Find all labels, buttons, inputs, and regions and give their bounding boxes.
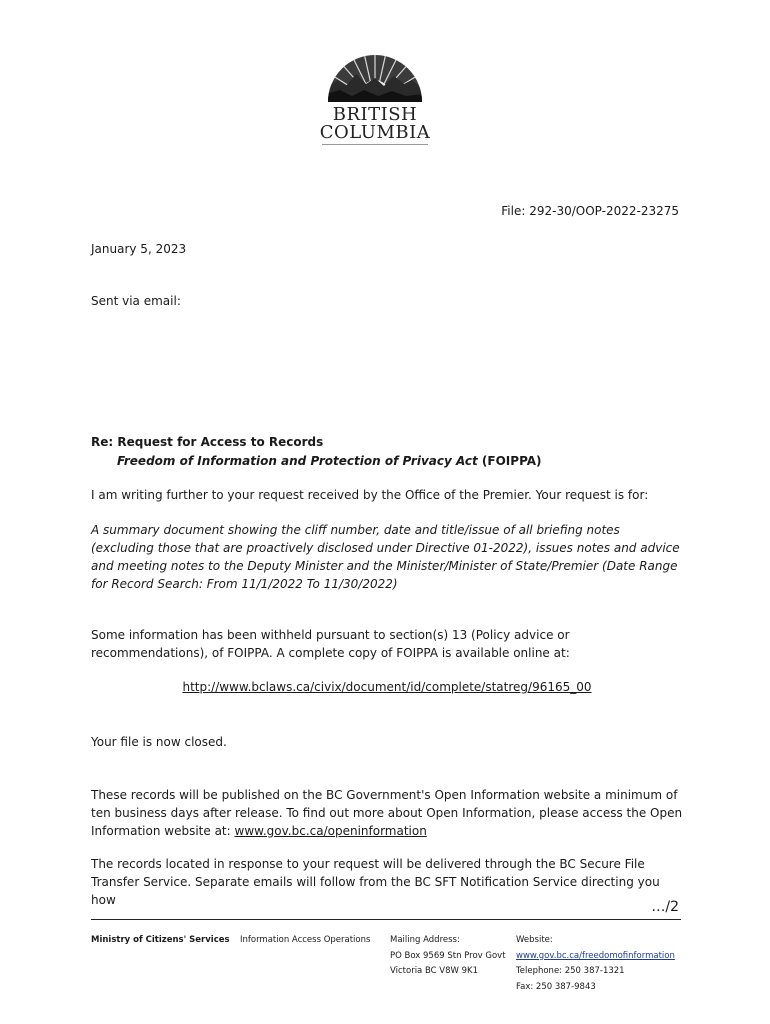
subject-block xyxy=(91,433,542,471)
footer-contact xyxy=(516,933,675,995)
website-label: Website: xyxy=(516,935,553,945)
open-information-text: These records will be published on the BC Government's Open Information website a minimum of ten business days after release. To find out more about Open Information, please access the Open Information website at: xyxy=(91,788,683,838)
sent-via-line: Sent via email: xyxy=(91,294,181,308)
footer-mailing-address xyxy=(390,933,506,980)
mailing-label: Mailing Address: xyxy=(390,935,460,945)
foippa-link[interactable]: http://www.bclaws.ca/civix/document/id/complete/statreg/96165_00 xyxy=(182,680,592,694)
delivery-paragraph: The records located in response to your request will be delivered through the BC Secure File Transfer Service. Separate emails will follow from the BC SFT Notification Service directing you how xyxy=(91,857,660,907)
foippa-link-line xyxy=(91,680,683,694)
file-closed-paragraph: Your file is now closed. xyxy=(91,735,227,749)
mailing-line-2: Victoria BC V8W 9K1 xyxy=(390,966,479,976)
open-information-paragraph xyxy=(91,786,683,840)
logo-underline xyxy=(322,144,428,145)
telephone: Telephone: 250 387-1321 xyxy=(516,966,625,976)
withheld-paragraph: Some information has been withheld pursuant to section(s) 13 (Policy advice or recommendations), of FOIPPA. A complete copy of FOIPPA is available online at: xyxy=(91,628,570,660)
bc-government-logo xyxy=(300,44,450,148)
logo-line-columbia: COLUMBIA xyxy=(319,122,431,143)
page-continuation-marker: …/2 xyxy=(651,899,679,915)
footer-branch: Information Access Operations xyxy=(240,935,371,945)
act-name: Freedom of Information and Protection of Privacy Act xyxy=(117,454,478,468)
act-line xyxy=(91,452,542,471)
intro-paragraph: I am writing further to your request received by the Office of the Premier. Your request is for: xyxy=(91,488,649,502)
letter-date: January 5, 2023 xyxy=(91,242,187,256)
logo-line-british: BRITISH xyxy=(332,104,418,125)
subject-line: Re: Request for Access to Records xyxy=(91,435,324,449)
act-abbreviation: (FOIPPA) xyxy=(477,454,542,468)
footer-divider xyxy=(91,919,681,920)
website-link[interactable]: www.gov.bc.ca/freedomofinformation xyxy=(516,950,675,961)
file-reference: File: 292-30/OOP-2022-23275 xyxy=(501,204,679,218)
request-description: A summary document showing the cliff number, date and title/issue of all briefing notes (excluding those that are proactively disclosed under Directive 01-2022), issues notes and advice and meeting notes to the Deputy Minister and the Minister/Minister of State/Premier (Date Range for Record Search: From 11/1/2022 To 11/30/2022) xyxy=(91,523,680,591)
mailing-line-1: PO Box 9569 Stn Prov Govt xyxy=(390,950,506,961)
open-information-link[interactable]: www.gov.bc.ca/openinformation xyxy=(234,824,427,838)
footer-ministry: Ministry of Citizens' Services xyxy=(91,935,230,945)
fax: Fax: 250 387-9843 xyxy=(516,981,596,992)
